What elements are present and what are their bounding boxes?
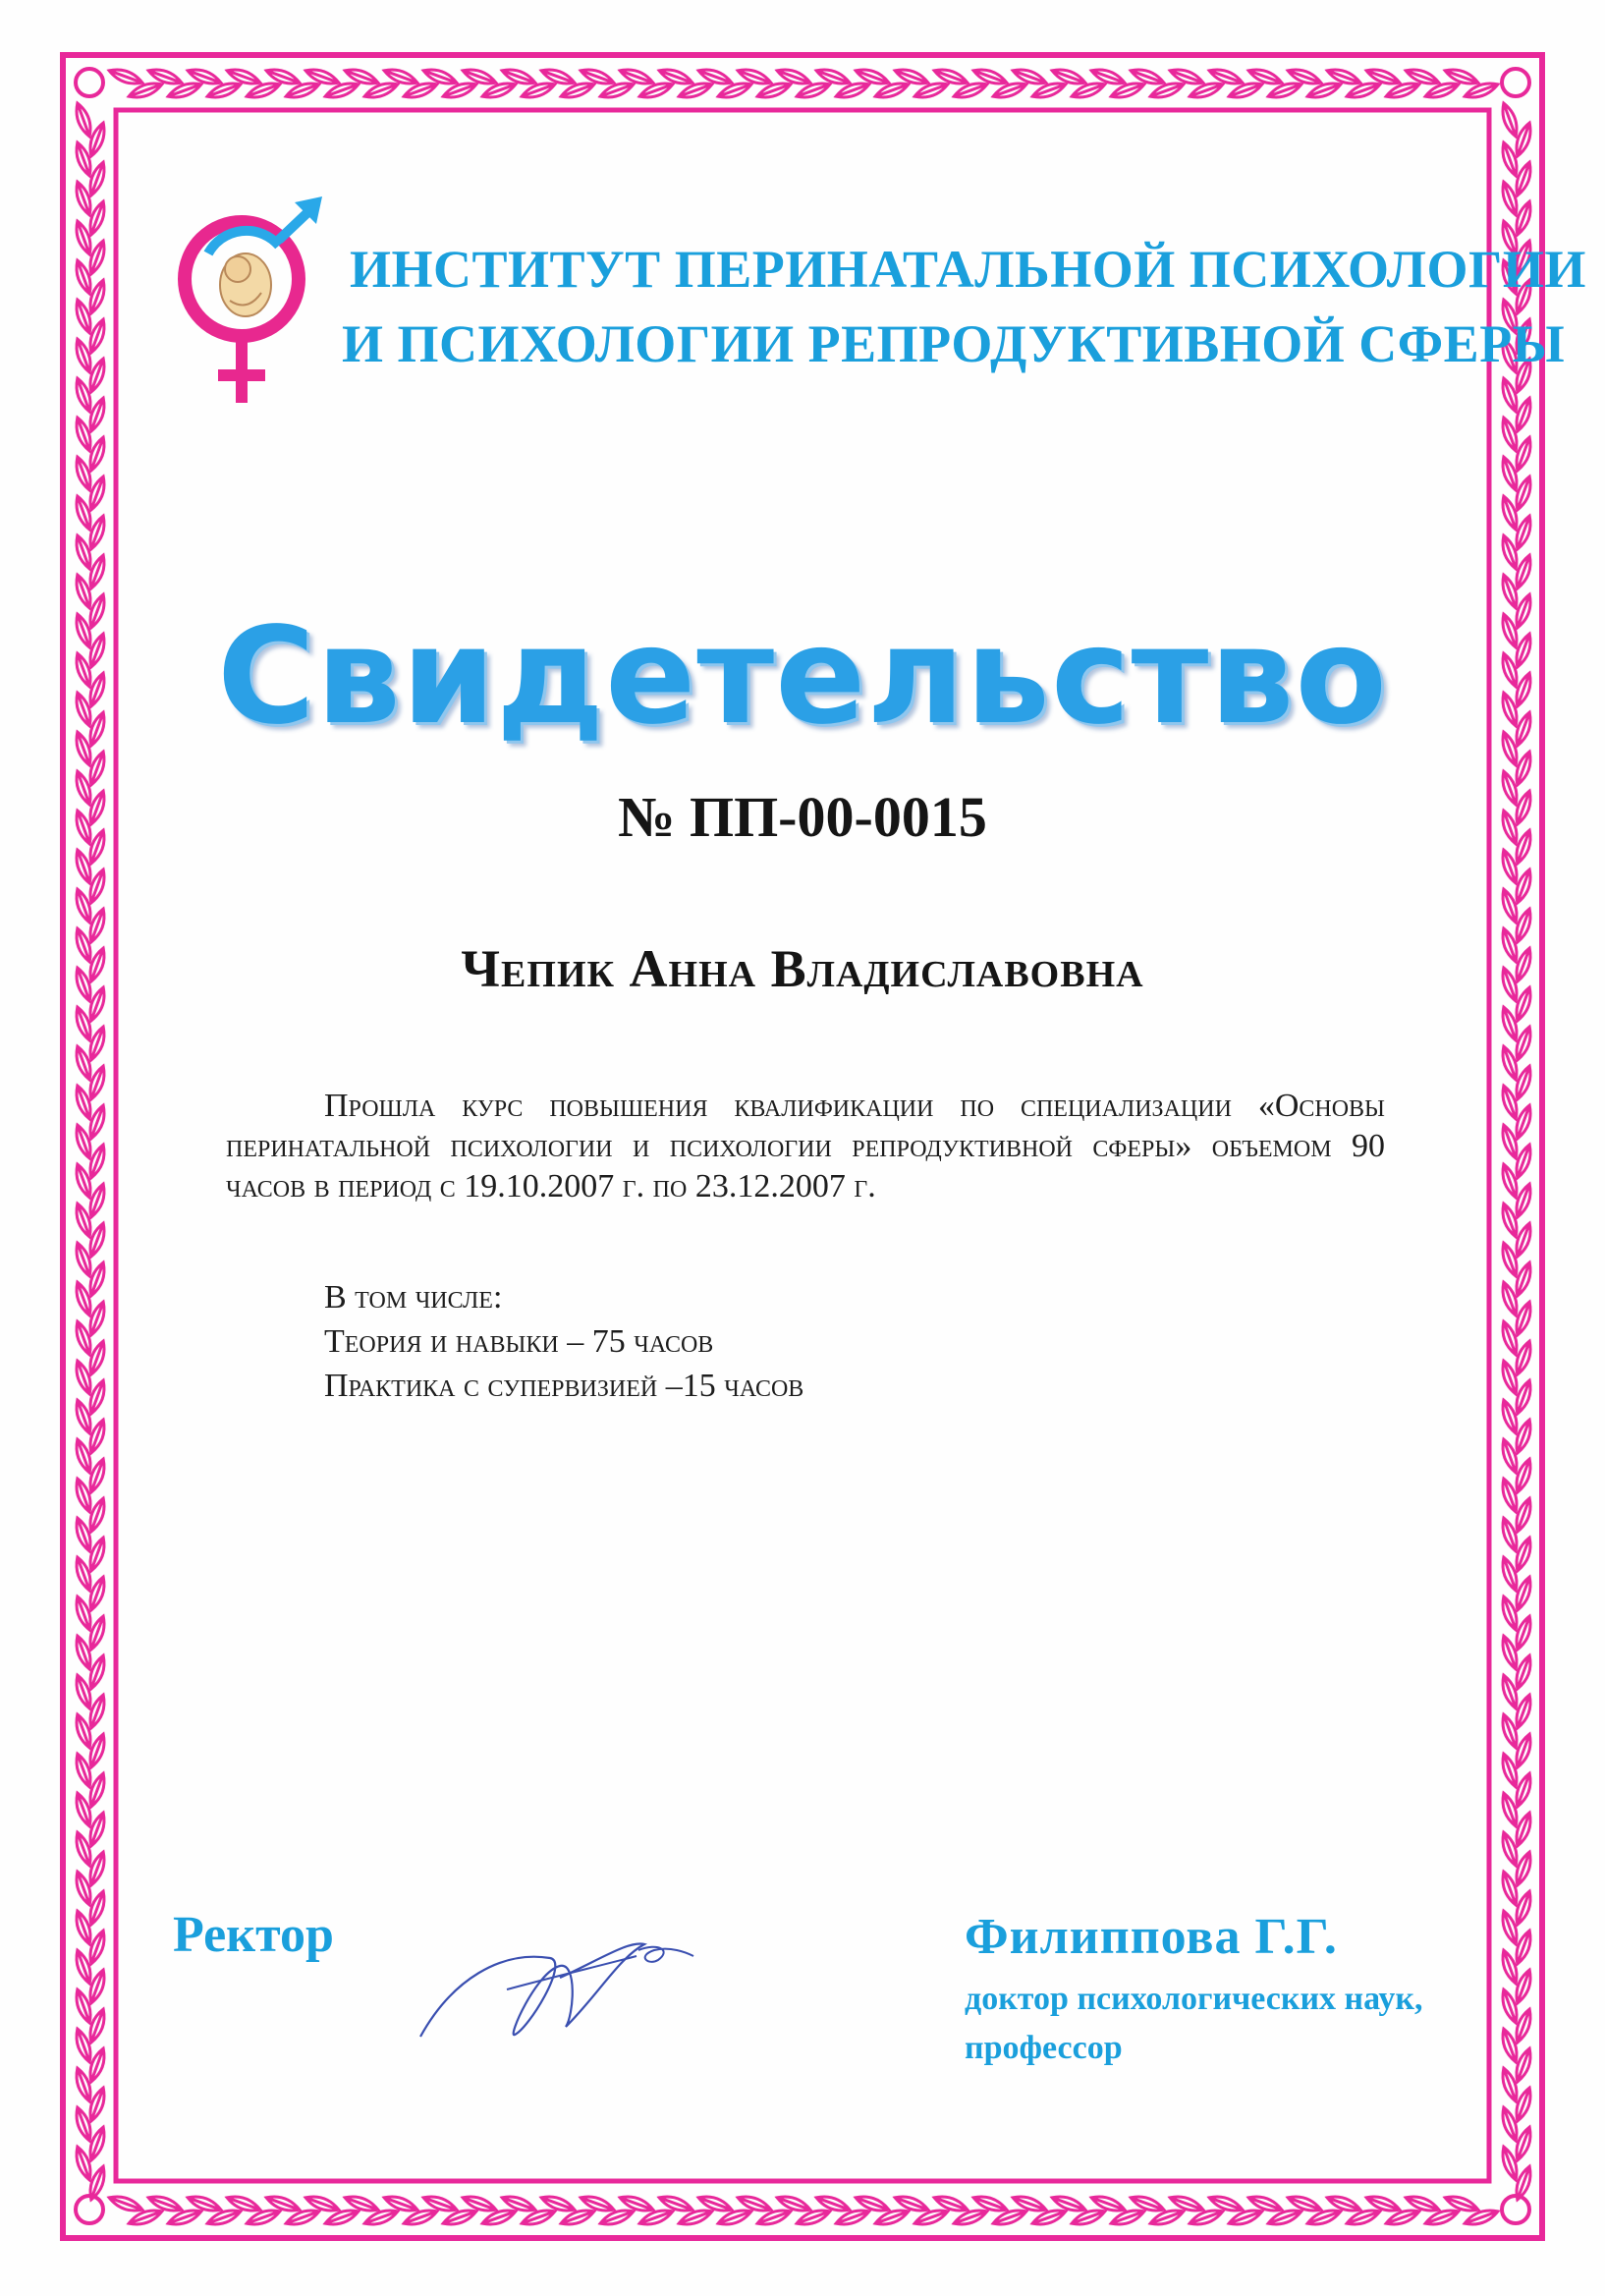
signatory-degree-line-1: доктор психологических наук, — [965, 1981, 1423, 2017]
signatory-position: Ректор — [173, 1907, 334, 1963]
breakdown-item-theory: Теория и навыки – 75 часов — [324, 1323, 714, 1360]
hours-breakdown — [324, 1275, 803, 1408]
signatory-block — [965, 1906, 1423, 2073]
recipient-name: Чепик Анна Владиславовна — [461, 939, 1144, 998]
institute-name-line-2: И ПСИХОЛОГИИ РЕПРОДУКТИВНОЙ СФЕРЫ — [342, 314, 1566, 373]
course-description: Прошла курс повышения квалификации по специализации «Основы перинатальной психологии и психологии репродуктивной сферы» объемом 90 часов в период с 19.10.2007 г. по 23.12.2007 г. — [226, 1088, 1385, 1204]
document-number: № ПП-00-0015 — [618, 785, 987, 849]
document-title: Свидетельство — [217, 599, 1388, 755]
institute-name — [342, 232, 1586, 381]
signatory-degree — [965, 1975, 1423, 2073]
signatory-name: Филиппова Г.Г. — [965, 1909, 1338, 1965]
breakdown-item-practice: Практика с супервизией –15 часов — [324, 1368, 804, 1404]
handwritten-signature — [413, 1921, 697, 2048]
institute-name-line-1: ИНСТИТУТ ПЕРИНАТАЛЬНОЙ ПСИХОЛОГИИ — [350, 240, 1586, 299]
institute-logo — [169, 195, 326, 411]
signatory-degree-line-2: профессор — [965, 2030, 1123, 2066]
breakdown-heading: В том числе: — [324, 1279, 503, 1316]
